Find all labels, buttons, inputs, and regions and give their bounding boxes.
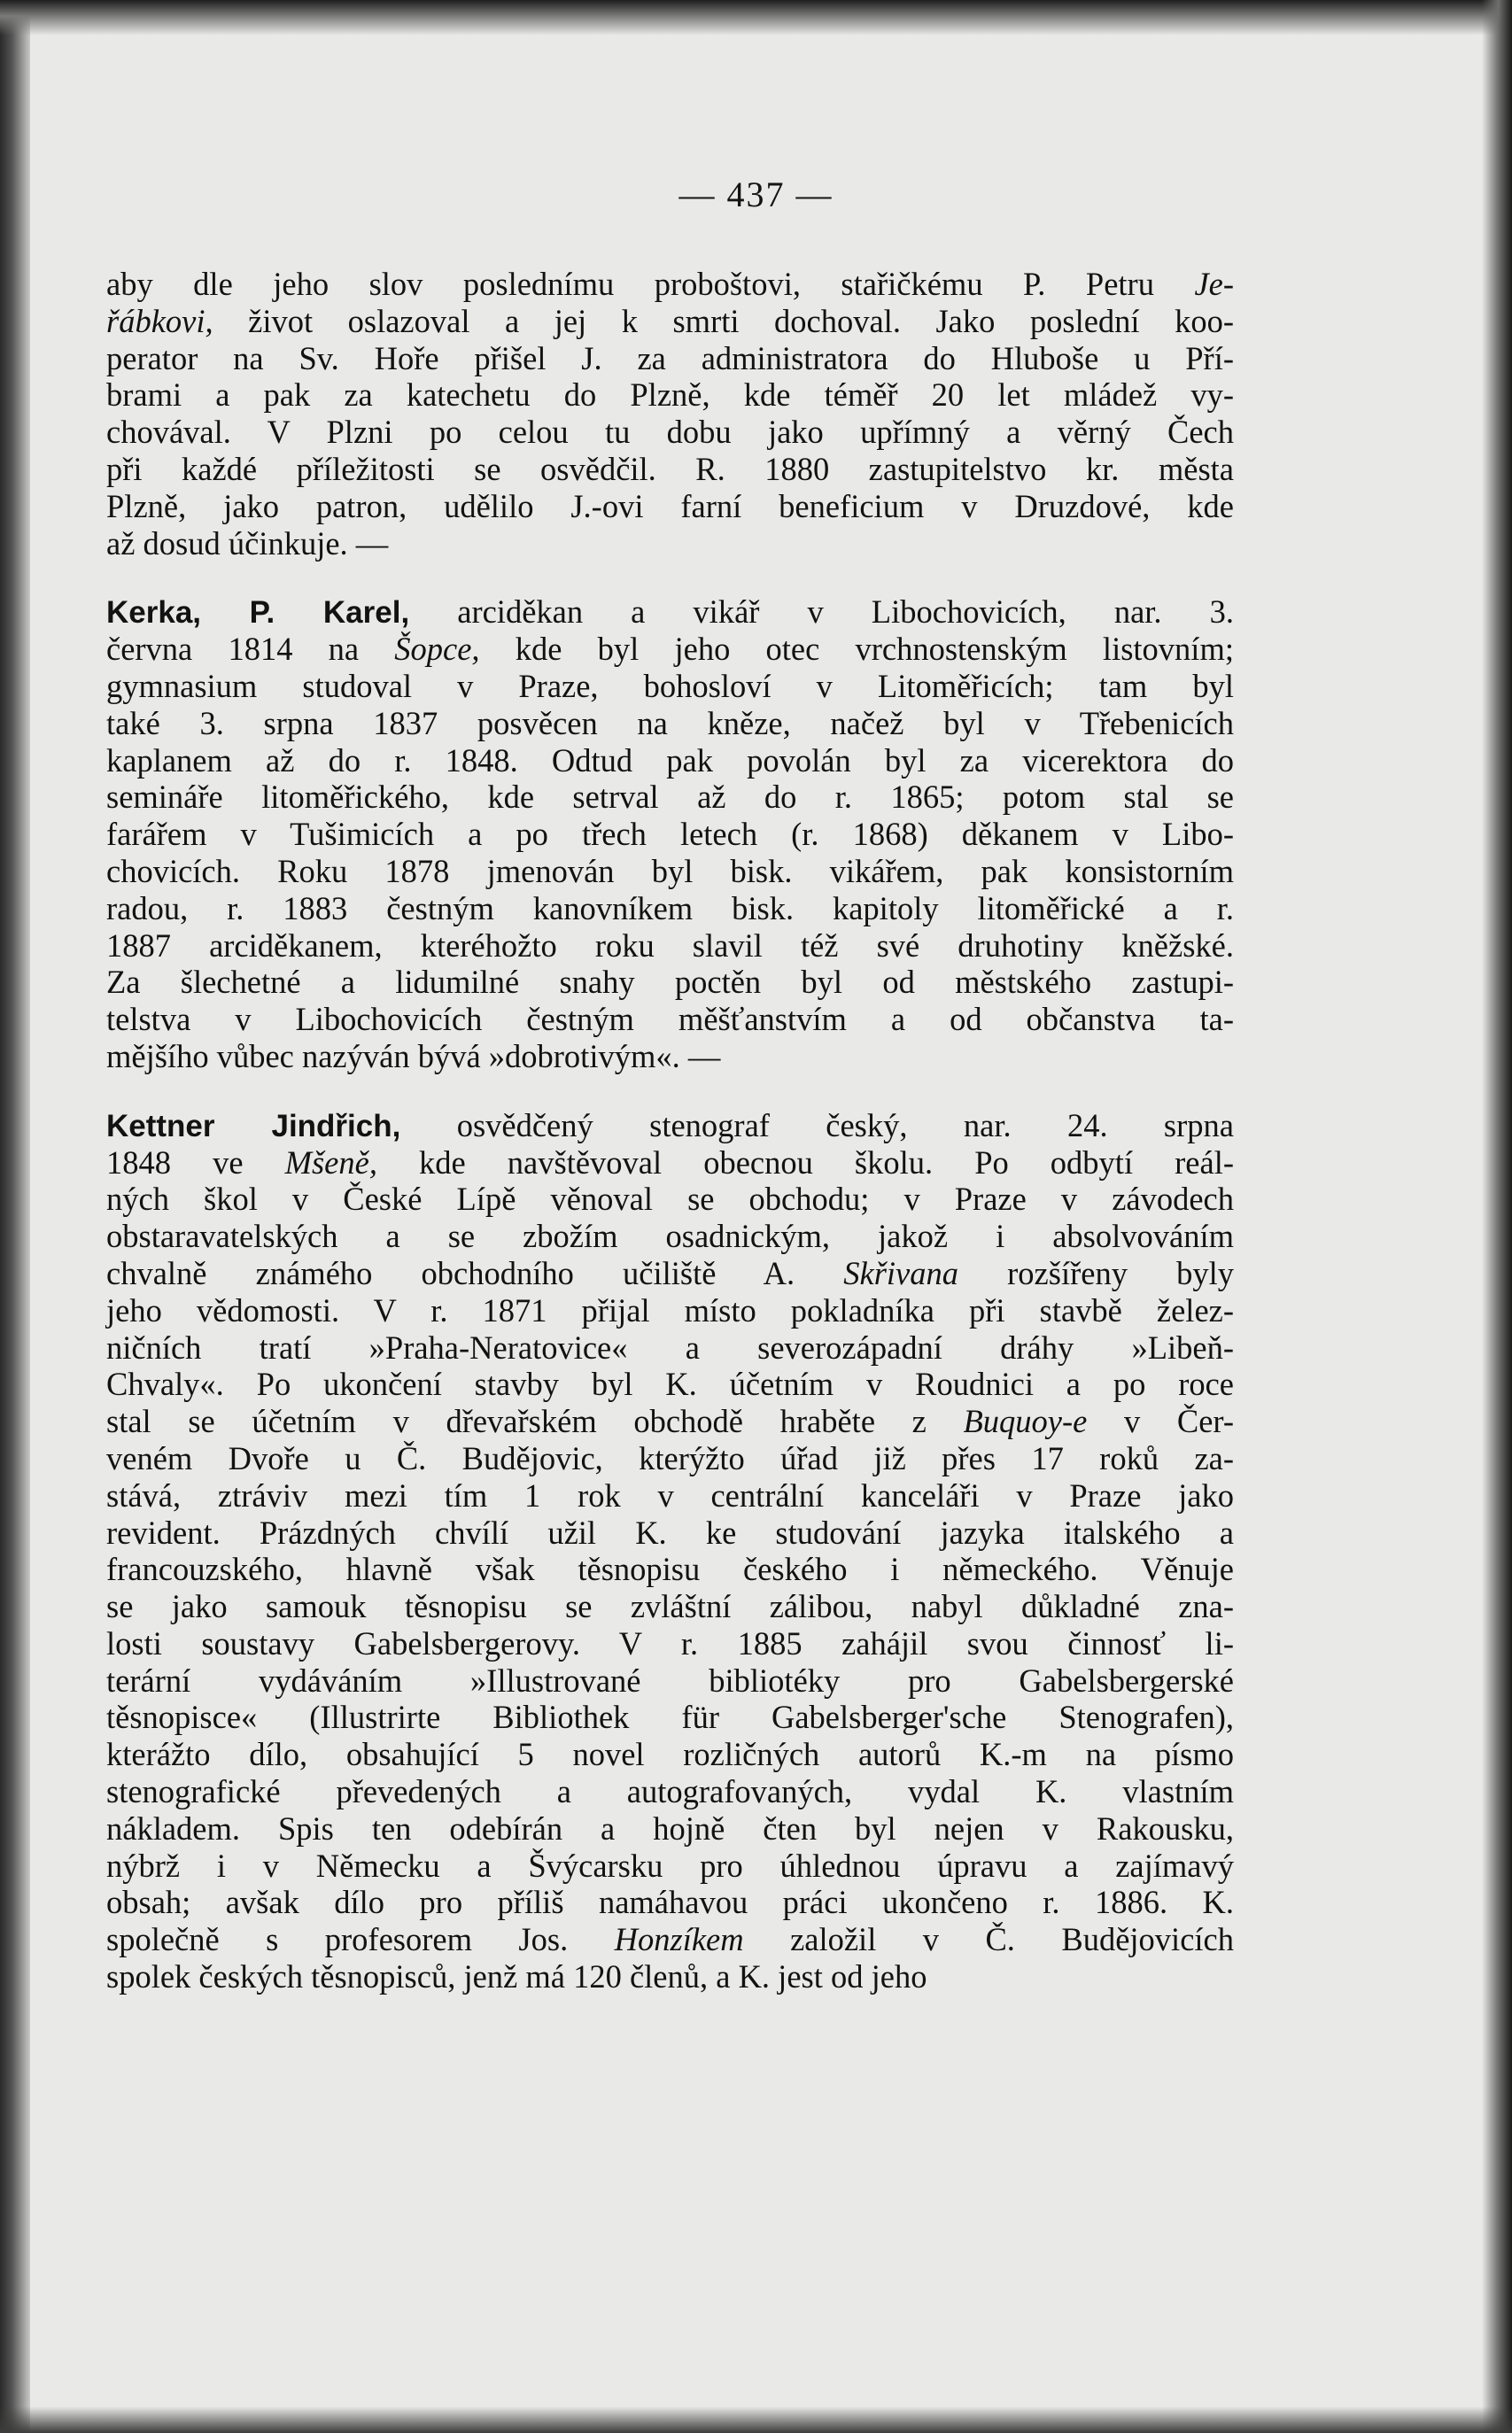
entry-kettner: [106, 1107, 1234, 1995]
text-segment: kde navštěvoval obecnou školu. Po odbytí reál-: [376, 1143, 1234, 1181]
text-segment: brami a pak za katechetu do Plzně, kde téměř 20 let mládež vy-: [106, 376, 1234, 414]
text-segment: stenografické převedených a autografovaných, vydal K. vlastním: [106, 1773, 1234, 1810]
text-line: [106, 1255, 1234, 1292]
text-line: [106, 1477, 1234, 1515]
italic-name: Mšeně,: [284, 1143, 377, 1181]
scan-shadow-right: [1482, 0, 1512, 2433]
text-line: [106, 451, 1234, 488]
text-line: [106, 303, 1234, 340]
text-segment: ničních tratí »Praha-Neratovice« a severozápadní dráhy »Libeň-: [106, 1329, 1234, 1366]
text-segment: radou, r. 1883 čestným kanovníkem bisk. kapitoly litoměřické a r.: [106, 889, 1234, 926]
entry-headword: Kerka, P. Karel,: [106, 595, 410, 631]
text-segment: obsah; avšak dílo pro příliš namáhavou práci ukončeno r. 1886. K.: [106, 1884, 1234, 1921]
text-segment: ných škol v České Lípě věnoval se obchodu; v Praze v závodech: [106, 1181, 1234, 1218]
text-segment: francouzského, hlavně však těsnopisu českého i německého. Věnuje: [106, 1551, 1234, 1588]
paragraph-gap: [106, 1075, 1234, 1107]
text-segment: stává, ztráviv mezi tím 1 rok v centrální kanceláři v Praze jako: [106, 1476, 1234, 1514]
text-segment: rozšířeny byly: [958, 1254, 1235, 1291]
text-segment: obstaravatelských a se zbožím osadnickým, jakož i absolvováním: [106, 1218, 1234, 1255]
text-segment: června 1814 na: [106, 631, 395, 668]
text-segment: semináře litoměřického, kde setrval až do r. 1865; potom stal se: [106, 779, 1234, 816]
italic-name: Je-: [1194, 266, 1234, 302]
text-line: [106, 593, 1234, 631]
text-segment: nýbrž i v Německu a Švýcarsku pro úhlednou úpravu a zajímavý: [106, 1847, 1234, 1884]
text-line: [106, 964, 1234, 1001]
text-line: [106, 816, 1234, 853]
text-line: [106, 1848, 1234, 1885]
text-segment: terární vydáváním »Illustrované bibliotéky pro Gabelsbergerské: [106, 1662, 1234, 1699]
italic-name: řábkovi,: [106, 302, 213, 339]
text-segment: losti soustavy Gabelsbergerovy. V r. 1885 zahájil svou činnosť li-: [106, 1624, 1234, 1662]
text-line: [106, 1551, 1234, 1588]
text-line: [106, 1699, 1234, 1736]
paragraph-gap: [106, 562, 1234, 593]
text-segment: chvalně známého obchodního učiliště A.: [106, 1254, 844, 1291]
text-segment: veném Dvoře u Č. Budějovic, kterýžto úřad již přes 17 roků za-: [106, 1439, 1234, 1476]
text-segment: spolek českých těsnopisců, jenž má 120 členů, a K. jest od jeho: [106, 1958, 927, 1995]
text-segment: nákladem. Spis ten odebírán a hojně čten byl nejen v Rakousku,: [106, 1809, 1234, 1847]
text-line: [106, 1515, 1234, 1552]
text-segment: perator na Sv. Hoře přišel J. za administratora do Hluboše u Pří-: [106, 339, 1234, 376]
text-line: [106, 1440, 1234, 1477]
text-segment: těsnopisce« (Illustrirte Bibliothek für Gabelsberger'sche Stenografen),: [106, 1699, 1234, 1736]
text-line: [106, 1662, 1234, 1700]
text-segment: také 3. srpna 1837 posvěcen na kněze, načež byl v Třebenicích: [106, 704, 1234, 741]
text-line: [106, 1921, 1234, 1958]
text-segment: společně s profesorem Jos.: [106, 1921, 615, 1958]
text-segment: založil v Č. Budějovicích: [743, 1921, 1234, 1958]
text-segment: arciděkan a vikář v Libochovicích, nar. 3.: [409, 593, 1234, 631]
text-line: [106, 1366, 1234, 1403]
entry-headword: Kettner Jindřich,: [106, 1108, 401, 1143]
text-line: [106, 1001, 1234, 1038]
text-line: [106, 1958, 1234, 1995]
text-line: [106, 340, 1234, 377]
text-segment: v Čer-: [1087, 1403, 1235, 1440]
text-segment: 1887 arciděkanem, kteréhožto roku slavil též své druhotiny kněžské.: [106, 926, 1234, 964]
text-line: [106, 1181, 1234, 1218]
text-line: [106, 779, 1234, 816]
italic-name: Skřivana: [843, 1254, 958, 1291]
text-segment: kde byl jeho otec vrchnostenským listovním;: [479, 631, 1234, 668]
text-line: [106, 1292, 1234, 1329]
scan-shadow-bottom: [0, 2406, 1512, 2433]
text-line: [106, 1403, 1234, 1440]
text-segment: 1848 ve: [106, 1143, 285, 1181]
italic-name: Buquoy-e: [963, 1403, 1088, 1440]
text-segment: revident. Prázdných chvílí užil K. ke studování jazyka italského a: [106, 1514, 1234, 1551]
text-line: [106, 1038, 1234, 1075]
text-segment: Plzně, jako patron, udělilo J.-ovi farní beneficium v Druzdové, kde: [106, 487, 1234, 524]
text-segment: farářem v Tušimicích a po třech letech (r. 1868) děkanem v Libo-: [106, 816, 1234, 853]
text-segment: až dosud účinkuje. —: [106, 524, 389, 562]
text-segment: mějšího vůbec nazýván bývá »dobrotivým«. —: [106, 1037, 721, 1074]
text-segment: telstva v Libochovicích čestným měšťanstvím a od občanstva ta-: [106, 1001, 1234, 1038]
text-line: [106, 890, 1234, 927]
page-number: — 437 —: [678, 174, 834, 214]
entry-intro: [106, 266, 1234, 562]
text-line: [106, 1810, 1234, 1848]
text-line: [106, 1773, 1234, 1810]
text-segment: život oslazoval a jej k smrti dochoval. Jako poslední koo-: [213, 302, 1234, 339]
scan-shadow-top: [0, 0, 1512, 35]
scan-shadow-left: [0, 0, 30, 2433]
text-segment: Chvaly«. Po ukončení stavby byl K. účetním v Roudnici a po roce: [106, 1366, 1234, 1403]
text-line: [106, 631, 1234, 668]
text-line: [106, 1588, 1234, 1625]
text-segment: stal se účetním v dřevařském obchodě hraběte z: [106, 1403, 964, 1440]
body-text: [106, 266, 1234, 1995]
text-segment: kterážto dílo, obsahující 5 novel rozličných autorů K.-m na písmo: [106, 1736, 1234, 1773]
text-line: [106, 668, 1234, 705]
text-line: [106, 853, 1234, 890]
text-segment: gymnasium studoval v Praze, bohosloví v Litoměřicích; tam byl: [106, 667, 1234, 704]
text-line: [106, 1107, 1234, 1144]
text-line: [106, 525, 1234, 562]
italic-name: Honzíkem: [614, 1921, 744, 1958]
text-line: [106, 1884, 1234, 1921]
text-line: [106, 266, 1234, 303]
text-line: [106, 705, 1234, 742]
text-segment: chovicích. Roku 1878 jmenován byl bisk. vikářem, pak konsistorním: [106, 852, 1234, 889]
text-line: [106, 927, 1234, 965]
text-segment: chovával. V Plzni po celou tu dobu jako upřímný a věrný Čech: [106, 414, 1234, 451]
text-line: [106, 488, 1234, 525]
text-line: [106, 1218, 1234, 1255]
text-line: [106, 742, 1234, 779]
text-segment: při každé příležitosti se osvědčil. R. 1880 zastupitelstvo kr. města: [106, 450, 1234, 487]
text-segment: jeho vědomosti. V r. 1871 přijal místo pokladníka při stavbě želez-: [106, 1291, 1234, 1329]
text-line: [106, 1625, 1234, 1662]
text-segment: osvědčený stenograf český, nar. 24. srpna: [400, 1106, 1234, 1143]
text-line: [106, 1144, 1234, 1182]
text-segment: se jako samouk těsnopisu se zvláštní zálibou, nabyl důkladné zna-: [106, 1588, 1234, 1625]
text-segment: aby dle jeho slov poslednímu proboštovi, stařičkému P. Petru: [106, 266, 1195, 302]
text-segment: Za šlechetné a lidumilné snahy poctěn byl od městského zastupi-: [106, 964, 1234, 1001]
entry-kerka: [106, 593, 1234, 1074]
text-line: [106, 376, 1234, 414]
text-line: [106, 1736, 1234, 1773]
text-segment: kaplanem až do r. 1848. Odtud pak povolán byl za vicerektora do: [106, 741, 1234, 779]
italic-name: Šopce,: [394, 631, 480, 668]
text-line: [106, 414, 1234, 451]
text-line: [106, 1329, 1234, 1367]
